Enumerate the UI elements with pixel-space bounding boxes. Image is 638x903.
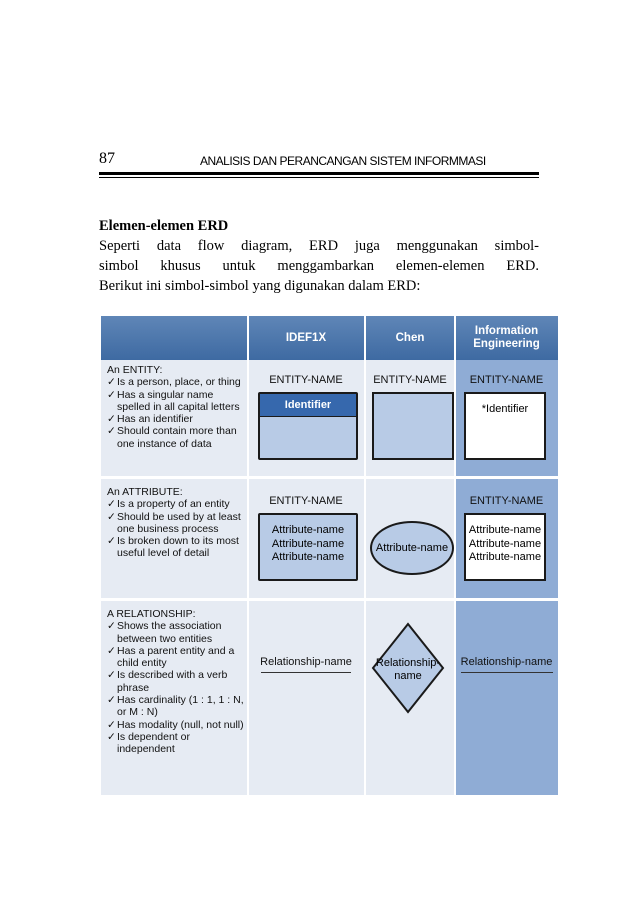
relationship-description <box>107 608 245 756</box>
relationship-bullet: ✓Has modality (null, not null) <box>107 718 244 731</box>
idef1x-attribute-box <box>258 513 358 581</box>
relationship-title: A RELATIONSHIP: <box>107 608 196 620</box>
check-icon: ✓ <box>107 669 116 682</box>
relationship-bullet: ✓Is dependent or independent <box>107 730 190 756</box>
entity-title: An ENTITY: <box>107 364 163 376</box>
check-icon: ✓ <box>107 376 116 389</box>
ie-attribute-entity-name: ENTITY-NAME <box>469 495 544 507</box>
attribute-name: Attribute-name <box>271 551 345 563</box>
relationship-bullet: ✓Shows the association between two entities <box>107 620 222 645</box>
entity-bullet: ✓Has a singular name spelled in all capital letters <box>107 388 240 413</box>
column-separator <box>454 316 456 795</box>
check-icon: ✓ <box>107 510 116 523</box>
idef1x-identifier: Identifier <box>260 394 356 416</box>
chen-attribute-ellipse <box>370 521 454 575</box>
chen-relationship-label: Relationship- name <box>375 657 441 682</box>
chen-attribute-label: Attribute-name <box>375 542 449 554</box>
section-heading: Elemen-elemen ERD <box>99 218 229 234</box>
idef1x-entity-box <box>258 392 358 460</box>
entity-bullet: ✓Is a person, place, or thing <box>107 376 241 389</box>
column-header-idef1x: IDEF1X <box>285 331 327 344</box>
chen-entity-box <box>372 392 454 460</box>
row-separator <box>101 476 558 479</box>
running-title: ANALISIS DAN PERANCANGAN SISTEM INFORMMASI <box>200 154 486 168</box>
section-paragraph <box>99 236 539 296</box>
ie-relationship-label: Relationship-name <box>460 656 553 668</box>
attribute-bullet: ✓Should be used by at least one business process <box>107 510 241 535</box>
check-icon: ✓ <box>107 718 116 731</box>
column-separator <box>247 316 249 795</box>
attribute-bullet: ✓Is a property of an entity <box>107 498 230 511</box>
check-icon: ✓ <box>107 535 116 548</box>
check-icon: ✓ <box>107 694 116 707</box>
para-line: simbol khusus untuk menggambarkan elemen-elemen ERD. <box>99 258 539 274</box>
erd-symbols-figure <box>101 316 558 795</box>
attribute-title: An ATTRIBUTE: <box>107 486 183 498</box>
attribute-bullet: ✓Is broken down to its most useful level of detail <box>107 535 239 560</box>
entity-description <box>107 364 245 450</box>
entity-bullet: ✓Should contain more than one instance of data <box>107 425 237 450</box>
relationship-bullet: ✓Has cardinality (1 : 1, 1 : N, or M : N) <box>107 694 244 719</box>
check-icon: ✓ <box>107 388 116 401</box>
check-icon: ✓ <box>107 620 116 633</box>
key-divider <box>260 416 356 417</box>
attribute-name: Attribute-name <box>468 524 542 536</box>
attribute-name: Attribute-name <box>468 551 542 563</box>
header-rule-thick <box>99 172 539 175</box>
relationship-bullet: ✓Has a parent entity and a child entity <box>107 644 235 670</box>
ie-entity-name: ENTITY-NAME <box>469 374 544 386</box>
idef1x-relationship-label: Relationship-name <box>260 656 352 668</box>
relationship-bullet: ✓Is described with a verb phrase <box>107 669 228 694</box>
column-separator <box>364 316 366 795</box>
idef1x-attribute-entity-name: ENTITY-NAME <box>269 495 343 507</box>
idef1x-relationship-underline <box>261 672 351 673</box>
column-header-chen: Chen <box>395 331 425 344</box>
para-line: Berikut ini simbol-simbol yang digunakan dalam ERD: <box>99 278 421 294</box>
header-rule-thin <box>99 177 539 178</box>
para-line: Seperti data flow diagram, ERD juga menggunakan simbol- <box>99 238 539 254</box>
check-icon: ✓ <box>107 425 116 438</box>
page-number: 87 <box>99 150 115 167</box>
ie-entity-box <box>464 392 546 460</box>
ie-attribute-box <box>464 513 546 581</box>
chen-entity-name: ENTITY-NAME <box>373 374 447 386</box>
idef1x-entity-name: ENTITY-NAME <box>269 374 343 386</box>
check-icon: ✓ <box>107 730 116 743</box>
check-icon: ✓ <box>107 644 116 657</box>
check-icon: ✓ <box>107 498 116 511</box>
attribute-name: Attribute-name <box>271 524 345 536</box>
attribute-description <box>107 486 245 560</box>
column-header-information-engineering: Information Engineering <box>473 325 540 350</box>
entity-bullet: ✓Has an identifier <box>107 413 193 426</box>
attribute-name: Attribute-name <box>271 537 345 550</box>
ie-relationship-underline <box>461 672 553 673</box>
row-separator <box>101 598 558 601</box>
check-icon: ✓ <box>107 413 116 426</box>
ie-identifier: *Identifier <box>481 403 529 415</box>
attribute-name: Attribute-name <box>468 537 542 550</box>
